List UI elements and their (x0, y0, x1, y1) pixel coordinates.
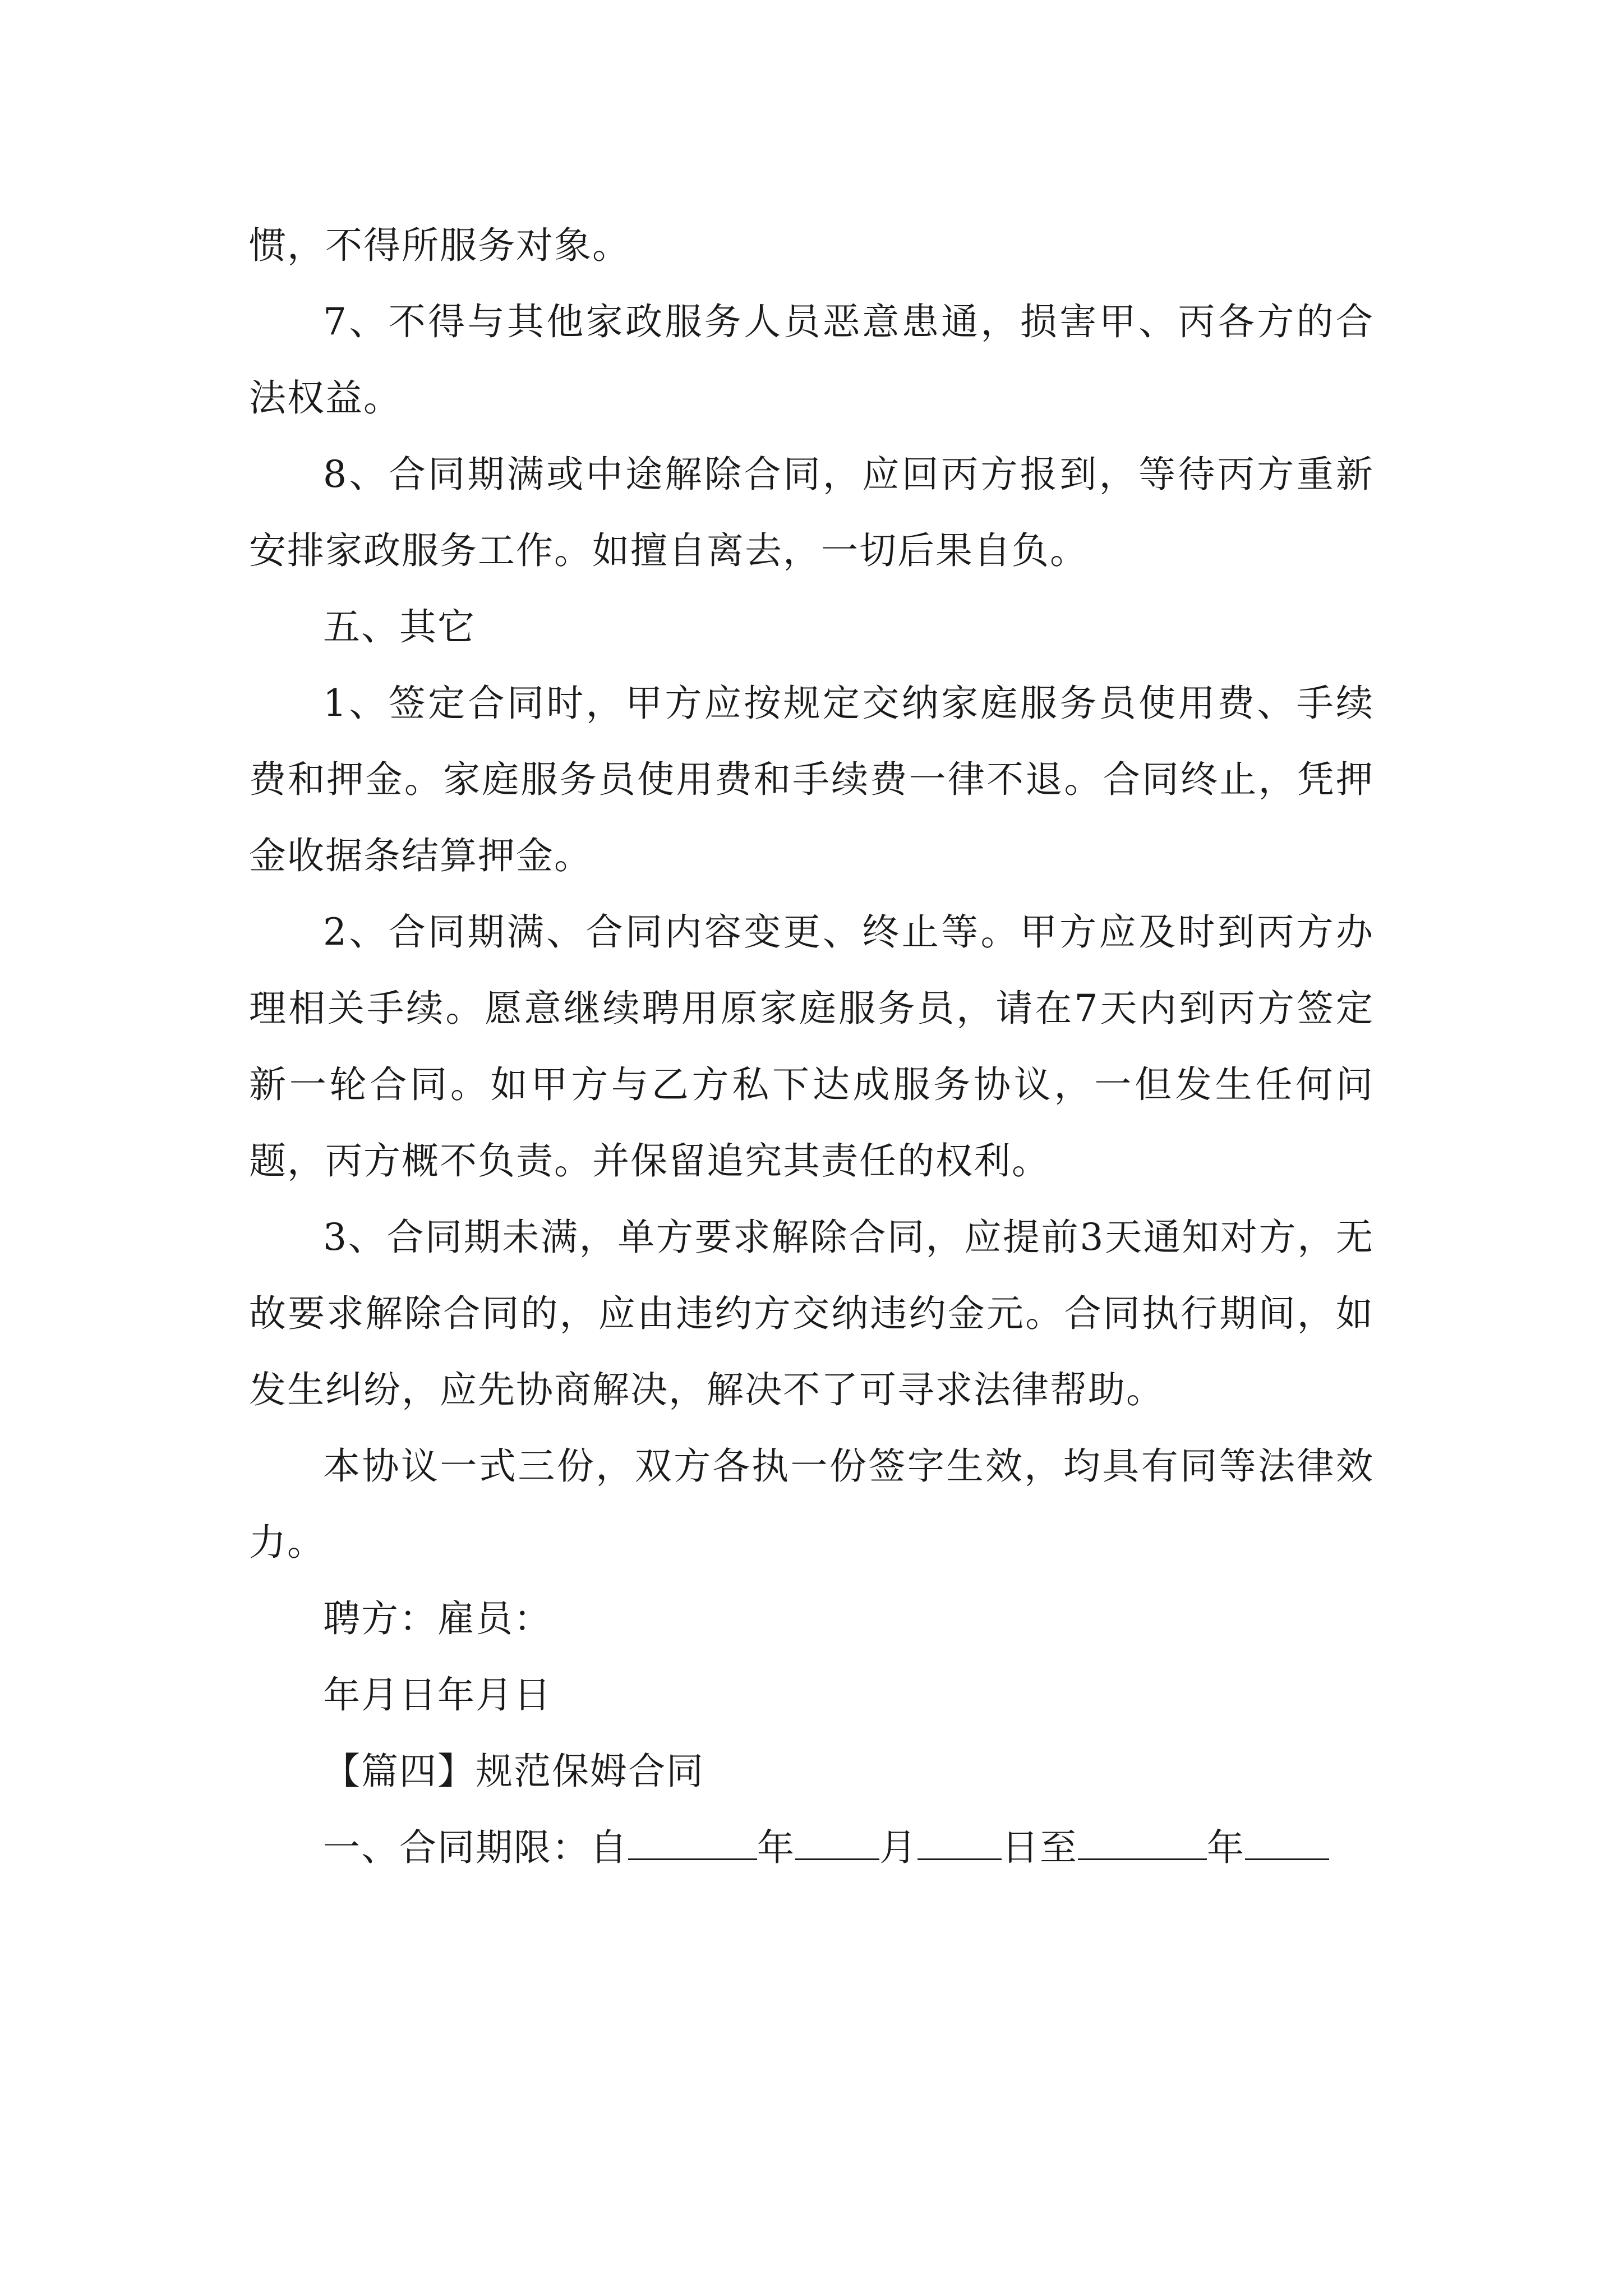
paragraph-clause-8: 8、合同期满或中途解除合同，应回丙方报到，等待丙方重新安排家政服务工作。如擅自离去，一切后果自负。 (249, 453, 1374, 572)
section-heading-other: 五、其它 (323, 605, 476, 648)
label-day-end-to: 日至 (1002, 1826, 1078, 1869)
signature-parties: 聘方：雇员： (323, 1597, 552, 1640)
paragraph-other-3: 3、合同期未满，单方要求解除合同，应提前3天通知对方，无故要求解除合同的，应由违约方交纳违约金元。合同执行期间，如发生纠纷，应先协商解决，解决不了可寻求法律帮助。 (249, 1216, 1374, 1411)
paragraph-other-2: 2、合同期满、合同内容变更、终止等。甲方应及时到丙方办理相关手续。愿意继续聘用原家庭服务员，请在7天内到丙方签定新一轮合同。如甲方与乙方私下达成服务协议，一但发生任何问题，丙方概不负责。并保留追究其责任的权利。 (249, 910, 1374, 1182)
paragraph-other-1: 1、签定合同时，甲方应按规定交纳家庭服务员使用费、手续费和押金。家庭服务员使用费和手续费一律不退。合同终止，凭押金收据条结算押金。 (249, 682, 1374, 877)
signature-dates: 年月日年月日 (323, 1673, 552, 1717)
label-month-start: 月 (879, 1826, 917, 1869)
blank-month-start (795, 1825, 879, 1860)
blank-day-start (917, 1825, 1002, 1860)
label-year-end: 年 (1207, 1826, 1245, 1869)
chapter-heading: 【篇四】规范保姆合同 (323, 1750, 704, 1793)
paragraph-continuation: 惯，不得所服务对象。 (249, 224, 630, 267)
paragraph-copies: 本协议一式三份，双方各执一份签字生效，均具有同等法律效力。 (249, 1444, 1374, 1564)
contract-term-prefix: 一、合同期限：自 (323, 1826, 628, 1869)
blank-year-end (1078, 1825, 1207, 1860)
blank-month-end (1245, 1825, 1329, 1860)
paragraph-clause-7: 7、不得与其他家政服务人员恶意患通，损害甲、丙各方的合法权益。 (249, 300, 1374, 420)
contract-term-line (249, 1810, 1374, 1886)
blank-year-start (628, 1825, 757, 1860)
document-body (249, 208, 1374, 1886)
label-year-start: 年 (757, 1826, 795, 1869)
